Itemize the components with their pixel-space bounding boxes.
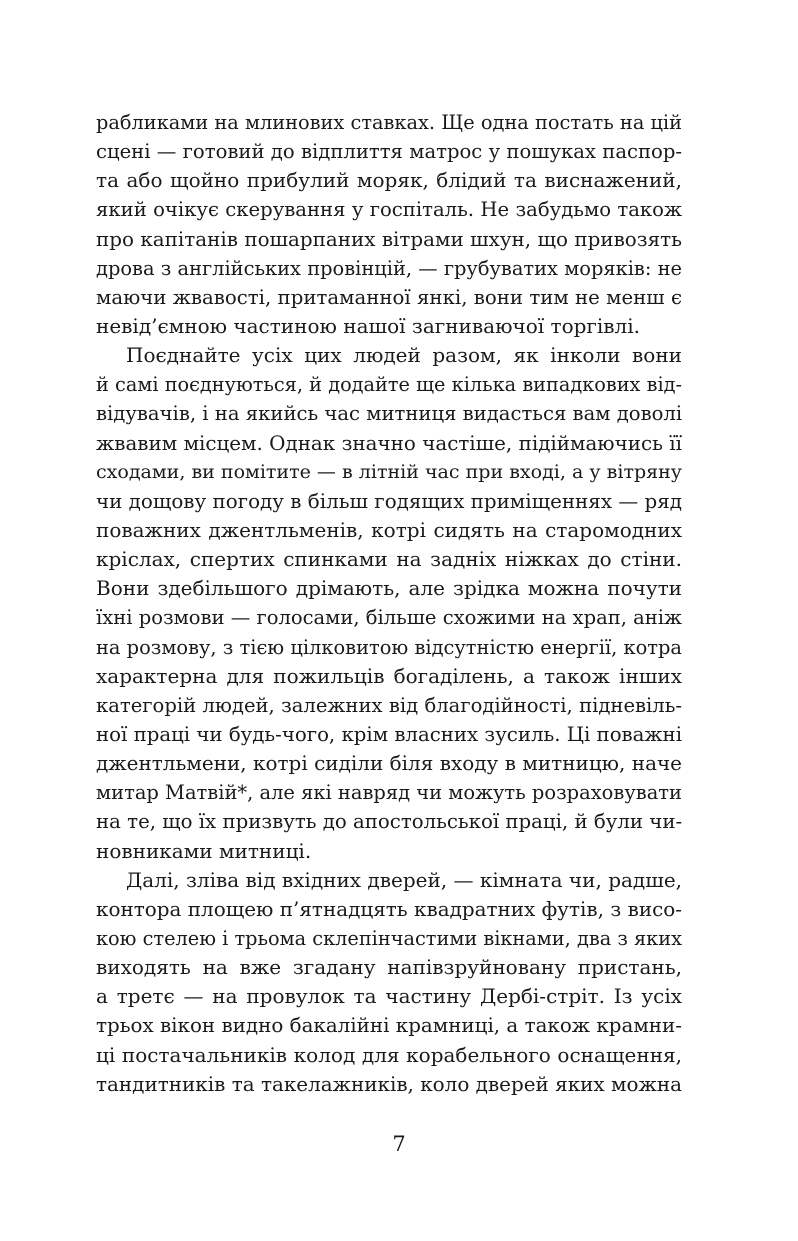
- text-line: а третє — на провулок та частину Дербі-стріт. Із усіх: [96, 984, 682, 1009]
- paragraph: [96, 108, 682, 341]
- text-line: Далі, зліва від вхідних дверей, — кімната чи, радше,: [126, 867, 683, 892]
- text-line: та або щойно прибулий моряк, блідий та виснажений,: [96, 168, 682, 193]
- text-line: на розмову, з тією цілковитою відсутністю енергії, котра: [96, 635, 682, 659]
- text-line: виходять на вже згадану напівзруйновану пристань,: [96, 955, 682, 980]
- text-line: дрова з англійських провінцій, — грубуватих моряків: не: [96, 256, 682, 280]
- text-line: рабликами на млинових ставках. Ще одна постать на цій: [96, 111, 682, 134]
- text-line: тандитників та такелажників, коло дверей яких можна: [96, 1072, 682, 1096]
- text-line: Вони здебільшого дрімають, але зрідка можна почути: [96, 576, 682, 601]
- text-line: й самі поєднуються, й додайте ще кілька випадкових від-: [96, 373, 682, 397]
- text-line: їхні розмови — голосами, більше схожими на храп, аніж: [96, 606, 682, 630]
- text-line: кріслах, спертих спинками на задніх ніжках до стіни.: [96, 547, 682, 572]
- page-number: 7: [392, 1132, 406, 1156]
- text-line: контора площею п’ятнадцять квадратних футів, з висо-: [96, 897, 682, 921]
- text-line: на те, що їх призвуть до апостольської праці, й були чи-: [96, 810, 683, 834]
- text-line: жвавим місцем. Однак значно частіше, підіймаючись її: [96, 431, 682, 455]
- text-line: кою стелею і трьома склепінчастими вікнами, два з яких: [96, 926, 682, 950]
- paragraph: [96, 866, 682, 1099]
- text-line: категорій людей, залежних від благодійності, підневіль-: [96, 693, 682, 717]
- text-line: характерна для пожильців богаділень, а також інших: [96, 663, 682, 688]
- text-line: відувачів, і на якийсь час митниця видасться вам доволі: [96, 402, 683, 426]
- paragraph: [96, 341, 682, 866]
- text-line: ці постачальників колод для корабельного оснащення,: [96, 1042, 682, 1067]
- text-line: маючи жвавості, притаманної янкі, вони тим не менш є: [96, 285, 682, 309]
- text-line: сцені — готовий до відплиття матрос у пошуках паспор-: [96, 140, 682, 164]
- text-line: чи дощову погоду в більш годящих приміщеннях — ряд: [96, 489, 682, 513]
- text-line: ної праці чи будь-чого, крім власних зусиль. Ці поважні: [96, 722, 683, 746]
- page-body: [96, 108, 682, 1099]
- text-line: трьох вікон видно бакалійні крамниці, а також крамни-: [96, 1014, 682, 1038]
- text-line: поважних джентльменів, котрі сидять на старомодних: [96, 517, 682, 542]
- text-line: сходами, ви помітите — в літній час при вході, а у вітряну: [96, 460, 682, 483]
- text-line: про капітанів пошарпаних вітрами шхун, що привозять: [96, 227, 682, 251]
- text-line: джентльмени, котрі сиділи біля входу в митницю, наче: [96, 751, 682, 776]
- text-line: Поєднайте усіх цих людей разом, як інколи вони: [126, 343, 682, 368]
- text-line: невід’ємною частиною нашої загниваючої торгівлі.: [96, 313, 641, 338]
- text-line: новниками митниці.: [96, 838, 312, 863]
- text-line: митар Матвій*, але які навряд чи можуть розраховувати: [96, 781, 682, 805]
- text-line: який очікує скерування у госпіталь. Не забудьмо також: [96, 198, 682, 222]
